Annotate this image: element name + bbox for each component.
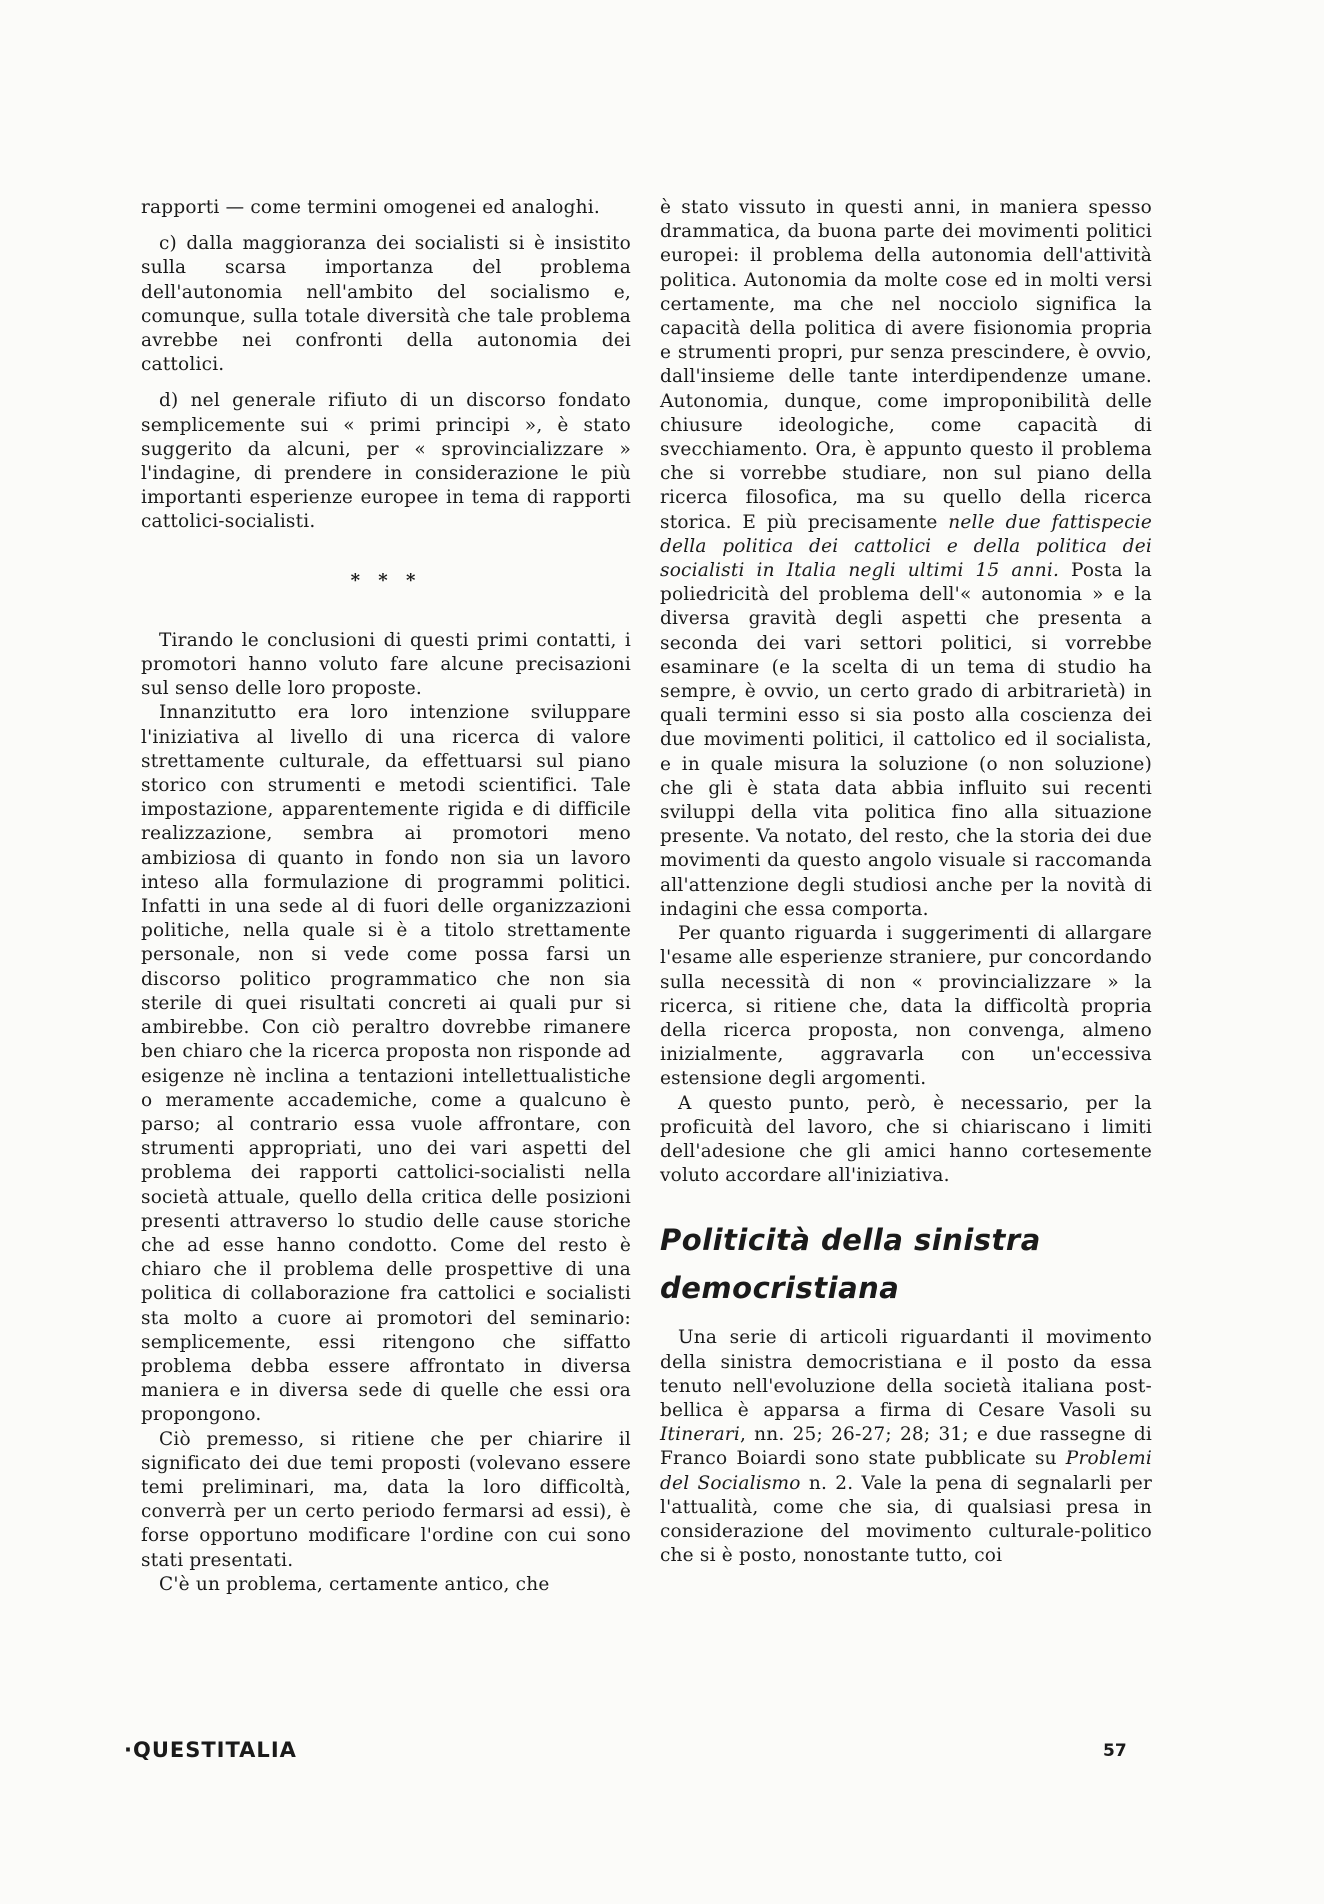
text-run: Una serie di articoli riguardanti il movimento della sinistra democristiana e il posto da essa tenuto nell'evoluzione della società italiana post-bellica è apparsa a firma di Cesare Vasoli su <box>660 1327 1152 1421</box>
paragraph: C'è un problema, certamente antico, che <box>159 1573 550 1595</box>
magazine-name: ·QUESTITALIA <box>124 1738 297 1762</box>
paragraph: A questo punto, però, è necessario, per la proficuità del lavoro, che si chiariscano i limiti dell'adesione che gli amici hanno cortesemente voluto accordare all'iniziativa. <box>660 1092 1152 1187</box>
emphasis-text: nelle due fattispecie della politica dei cattolici e della politica dei socialisti in Italia negli ultimi 15 anni. <box>660 511 1152 582</box>
text-run: Posta la poliedricità del problema dell'« autonomia » e la diversa gravità degli aspetti che presenta a seconda dei vari settori politici, si vorrebbe esaminare (e la scelta di un tema di studio ha sempre, è ovvio, un certo grado di arbitrarietà) in quali termini esso si sia posto alla coscienza dei due movimenti politici, il cattolico ed il socialista, e in quale misura la soluzione (o non soluzione) che gli è stata data abbia influito sui recenti sviluppi della vita politica fino alla situazione presente. Va notato, del resto, che la storia dei due movimenti da questo angolo visuale si raccomanda all'attenzione degli studiosi anche per la novità di indagini che essa comporta. <box>660 560 1152 920</box>
paragraph <box>660 196 1152 922</box>
text-run: n. 2. Vale la pena di segnalarli per l'attualità, come che sia, di qualsiasi presa in considerazione del movimento culturale-politico che si è posto, nonostante tutto, coi <box>660 1472 1153 1567</box>
paragraph: Tirando le conclusioni di questi primi contatti, i promotori hanno voluto fare alcune precisazioni sul senso delle loro proposte. <box>141 629 631 700</box>
paragraph: rapporti — come termini omogenei ed analoghi. <box>141 197 600 218</box>
paragraph <box>660 1326 1152 1568</box>
text-run: , nn. 25; 26-27; 28; 31; e due rassegne di Franco Boiardi sono state pubblicate su <box>660 1424 1152 1470</box>
section-heading-line: Politicità della sinistra <box>660 1223 1041 1258</box>
paragraph: Per quanto riguarda i suggerimenti di allargare l'esame alle esperienze straniere, pur concordando sulla necessità di non « provincializzare » la ricerca, si ritiene che, data la difficoltà propria della ricerca proposta, non convenga, almeno inizialmente, aggravarla con un'eccessiva estensione degli argomenti. <box>660 923 1152 1090</box>
page-number: 57 <box>1103 1741 1127 1761</box>
section-heading <box>660 1216 1152 1312</box>
right-column <box>660 196 1152 1568</box>
left-column <box>141 196 631 1597</box>
text-run: è stato vissuto in questi anni, in maniera spesso drammatica, da buona parte dei movimenti politici europei: il problema della autonomia dell'attività politica. Autonomia da molte cose ed in molti versi certamente, ma che nel nocciolo significa la capacità della politica di avere fisionomia propria e strumenti propri, pur senza prescindere, è ovvio, dall'insieme delle tante interdipendenze umane. Autonomia, dunque, come improponibilità delle chiusure ideologiche, come capacità di svecchiamento. Ora, è appunto questo il problema che si vorrebbe studiare, non sul piano della ricerca filosofica, ma su quello della ricerca storica. E più precisamente <box>660 197 1152 533</box>
emphasis-text: Problemi del Socialismo <box>660 1448 1152 1494</box>
paragraph: Ciò premesso, si ritiene che per chiarire il significato dei due temi proposti (volevano essere temi preliminari, ma, data la loro difficoltà, converrà per un certo periodo fermarsi ad essi), è forse opportuno modificare l'ordine con cui sono stati presentati. <box>141 1428 631 1571</box>
emphasis-text: Itinerari <box>660 1424 740 1446</box>
section-heading-line: democristiana <box>660 1271 900 1306</box>
paragraph: Innanzitutto era loro intenzione sviluppare l'iniziativa al livello di una ricerca di valore strettamente culturale, da effettuarsi sul piano storico con strumenti e metodi scientifici. Tale impostazione, apparentemente rigida e di difficile realizzazione, sembra ai promotori meno ambiziosa di quanto in fondo non sia un lavoro inteso alla formulazione di programmi politici. Infatti in una sede al di fuori delle organizzazioni politiche, nella quale si è a titolo strettamente personale, non si vede come possa farsi un discorso politico programmatico che non sia sterile di quei risultati concreti ai quali pur si ambirebbe. Con ciò peraltro dovrebbe rimanere ben chiaro che la ricerca proposta non risponde ad esigenze nè inclina a tentazioni intellettualistiche o meramente accademiche, come a qualcuno è parso; al contrario essa vuole affrontare, con strumenti appropriati, uno dei vari aspetti del problema dei rapporti cattolici-socialisti nella società attuale, quello della critica delle posizioni presenti attraverso lo studio delle cause storiche che ad esse hanno condotto. Come del resto è chiaro che il problema delle prospettive di una politica di collaborazione fra cattolici e socialisti sta molto a cuore ai promotori del seminario: semplicemente, essi ritengono che siffatto problema debba essere affrontato in diversa maniera e in diversa sede di quelle che essi ora propongono. <box>141 702 631 1426</box>
paragraph: c) dalla maggioranza dei socialisti si è insistito sulla scarsa importanza del problema dell'autonomia nell'ambito del socialismo e, comunque, sulla totale diversità che tale problema avrebbe nei confronti della autonomia dei cattolici. <box>141 233 631 376</box>
paragraph: d) nel generale rifiuto di un discorso fondato semplicemente sui « primi principi », è stato suggerito da alcuni, per « sprovincializzare » l'indagine, di prendere in considerazione le più importanti esperienze europee in tema di rapporti cattolici-socialisti. <box>141 390 631 533</box>
section-separator: * * * <box>350 569 422 591</box>
